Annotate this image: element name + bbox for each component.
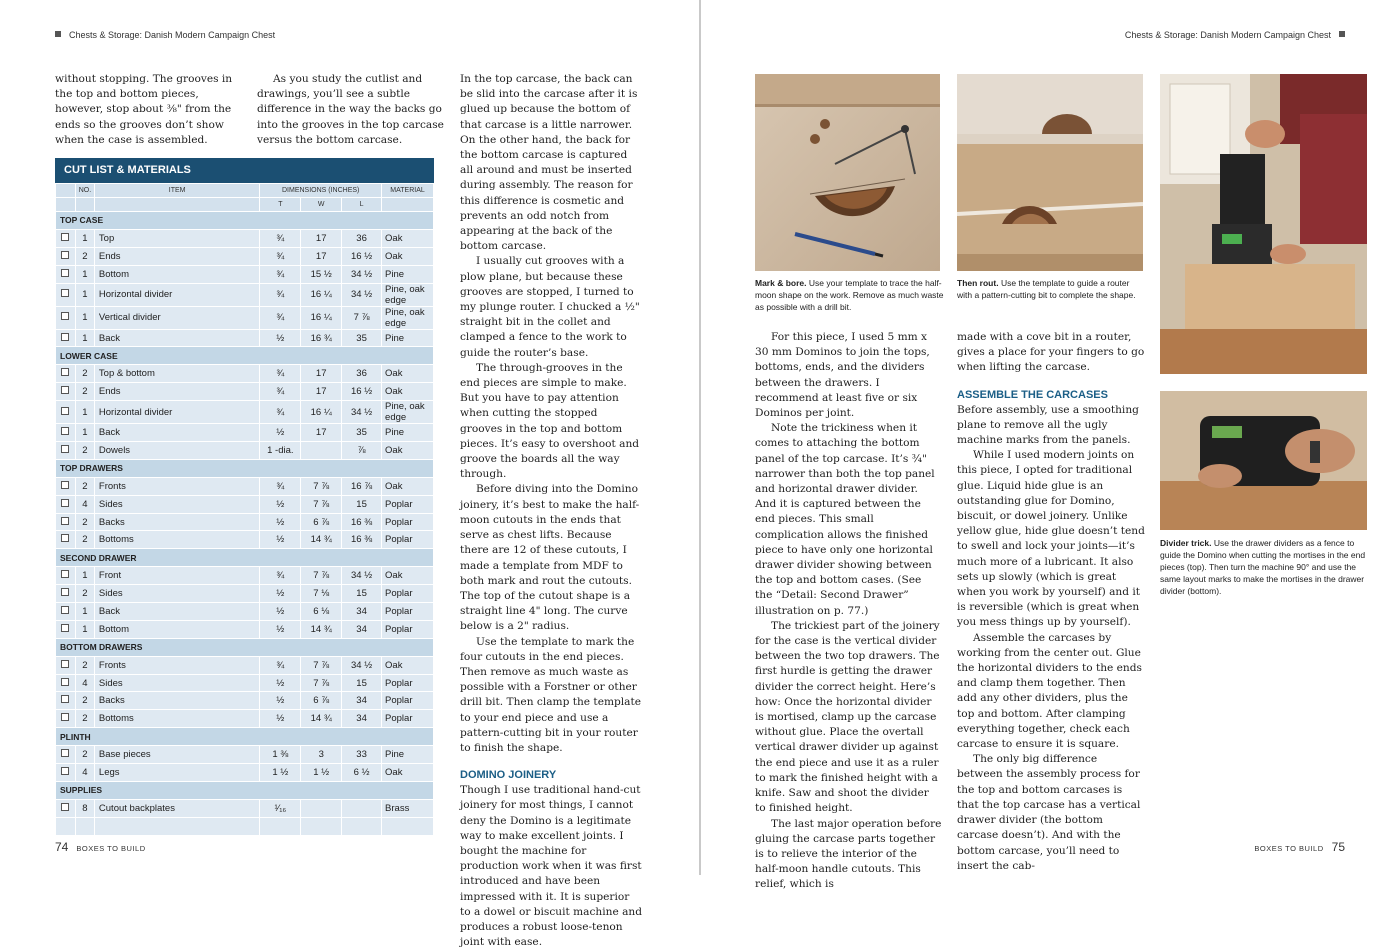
checkbox-icon xyxy=(61,251,69,259)
table-row xyxy=(56,799,434,817)
cell-l: 16 ⅜ xyxy=(342,531,382,549)
table-subheader-row xyxy=(56,198,434,212)
cell-material: Oak xyxy=(382,567,434,585)
checkbox-icon xyxy=(61,570,69,578)
cell-w: 7 ⅞ xyxy=(301,567,342,585)
cell-item: Dowels xyxy=(94,442,259,460)
cell-l: 34 ½ xyxy=(342,656,382,674)
cell-t: ¾ xyxy=(260,656,301,674)
cell-w: 7 ⅞ xyxy=(301,477,342,495)
cell-t: ½ xyxy=(260,424,301,442)
cell-l: 16 ½ xyxy=(342,383,382,401)
header-bullet-icon xyxy=(1339,31,1345,37)
left-column-3 xyxy=(460,72,642,950)
cell-t: ½ xyxy=(260,495,301,513)
cell-material: Oak xyxy=(382,229,434,247)
cell-material: Pine xyxy=(382,424,434,442)
checkbox-icon xyxy=(61,713,69,721)
cell-no: 2 xyxy=(75,692,94,710)
cell-no: 2 xyxy=(75,442,94,460)
cell-no: 1 xyxy=(75,283,94,306)
cell-t: ½ xyxy=(260,513,301,531)
left-column-2-top xyxy=(257,72,445,148)
checkbox-icon xyxy=(61,312,69,320)
table-section-row xyxy=(56,728,434,746)
cell-l: 34 xyxy=(342,620,382,638)
section-label: PLINTH xyxy=(56,728,434,746)
section-label: LOWER CASE xyxy=(56,347,434,365)
cell-material: Oak xyxy=(382,247,434,265)
cell-item: Fronts xyxy=(94,656,259,674)
folio-right xyxy=(1246,838,1345,856)
cell-w: 14 ¾ xyxy=(301,620,342,638)
cell-w: 14 ¾ xyxy=(301,710,342,728)
cell-no: 1 xyxy=(75,620,94,638)
cell-l: ⅞ xyxy=(342,442,382,460)
cell-w: 7 ⅞ xyxy=(301,656,342,674)
table-section-row xyxy=(56,347,434,365)
cell-no: 1 xyxy=(75,329,94,347)
table-row xyxy=(56,365,434,383)
cell-t: ½ xyxy=(260,585,301,603)
cell-w: 17 xyxy=(301,383,342,401)
table-row xyxy=(56,746,434,764)
cell-no: 2 xyxy=(75,531,94,549)
section-label: SECOND DRAWER xyxy=(56,549,434,567)
section-heading-domino-joinery: DOMINO JOINERY xyxy=(460,769,557,782)
checkbox-icon xyxy=(61,517,69,525)
table-section-row xyxy=(56,459,434,477)
cell-material: Poplar xyxy=(382,585,434,603)
paragraph: Though I use traditional hand-cut joinery for most things, I cannot deny the Domino is a legitimate way to make excellent joints. I bought the machine for production work when it was first introduced and have been impressed with it. It is superior to a dowel or biscuit machine and produces a robust loose-tenon joint with ease. xyxy=(460,784,643,949)
cell-t: ½ xyxy=(260,692,301,710)
cell-item: Bottoms xyxy=(94,710,259,728)
cell-item: Cutout backplates xyxy=(94,799,259,817)
right-page xyxy=(701,0,1400,891)
col-header-t: T xyxy=(260,198,301,212)
table-row xyxy=(56,674,434,692)
section-label: TOP CASE xyxy=(56,212,434,230)
cell-no: 4 xyxy=(75,495,94,513)
cell-material: Brass xyxy=(382,799,434,817)
col-header-item: ITEM xyxy=(94,184,259,198)
cell-item: Vertical divider xyxy=(94,306,259,329)
header-right-text: Chests & Storage: Danish Modern Campaign Chest xyxy=(1124,30,1331,40)
paragraph: without stopping. The grooves in the top and bottom pieces, however, stop about ⅜" from the ends so the grooves don’t show when the case is assembled. xyxy=(55,73,233,146)
table-row xyxy=(56,442,434,460)
cell-item: Base pieces xyxy=(94,746,259,764)
checkbox-icon xyxy=(61,606,69,614)
cell-material: Poplar xyxy=(382,495,434,513)
running-header-right xyxy=(1125,30,1345,40)
cell-no: 1 xyxy=(75,567,94,585)
cell-l: 33 xyxy=(342,746,382,764)
cell-no: 2 xyxy=(75,365,94,383)
cell-w xyxy=(301,799,342,817)
cell-l: 34 xyxy=(342,692,382,710)
table-row xyxy=(56,567,434,585)
table-header-row xyxy=(56,184,434,198)
checkbox-icon xyxy=(61,695,69,703)
running-header-left xyxy=(55,30,275,40)
paragraph: Before diving into the Domino joinery, it’s best to make the half-moon cutouts in the ends that serve as chest lifts. Because there are 12 of these cutouts, I made a template from MDF to both mark and rout the cutouts. The top of the cutout shape is a straight line 4" long. The curve below is a 2" radius. xyxy=(460,483,640,633)
photo-divider-trick-top-image xyxy=(1160,74,1367,374)
cell-l: 15 xyxy=(342,585,382,603)
cut-list-grid xyxy=(55,183,434,836)
cell-no: 1 xyxy=(75,229,94,247)
section-label: BOTTOM DRAWERS xyxy=(56,638,434,656)
cell-item: Horizontal divider xyxy=(94,401,259,424)
photo-divider-trick-top xyxy=(1160,74,1367,374)
cell-w: 7 ⅞ xyxy=(301,495,342,513)
cell-material: Oak xyxy=(382,383,434,401)
right-column-2 xyxy=(957,330,1145,874)
cell-t: ¾ xyxy=(260,306,301,329)
cell-no: 8 xyxy=(75,799,94,817)
cut-list-title: CUT LIST & MATERIALS xyxy=(55,158,434,183)
cell-no: 2 xyxy=(75,656,94,674)
col-header-w: W xyxy=(301,198,342,212)
paragraph: made with a cove bit in a router, gives a place for your fingers to go when lifting the carcase. xyxy=(957,331,1145,374)
cell-w: 16 ¾ xyxy=(301,329,342,347)
table-row xyxy=(56,531,434,549)
cell-item: Back xyxy=(94,424,259,442)
cell-no: 1 xyxy=(75,401,94,424)
cell-t: ¾ xyxy=(260,567,301,585)
section-label: SUPPLIES xyxy=(56,781,434,799)
photo-then-rout-image xyxy=(957,74,1143,271)
col-header-material: MATERIAL xyxy=(382,184,434,198)
cell-w: 17 xyxy=(301,365,342,383)
cell-no: 2 xyxy=(75,585,94,603)
cell-w: 1 ½ xyxy=(301,764,342,782)
cell-w: 3 xyxy=(301,746,342,764)
table-row xyxy=(56,764,434,782)
table-row xyxy=(56,603,434,621)
table-section-row xyxy=(56,212,434,230)
paragraph: Use the template to mark the four cutouts in the end pieces. Then remove as much waste as possible with a Forstner or other drill bit. Then clamp the template to your end piece and use a pattern-cutting bit in your router to finish the shape. xyxy=(460,635,642,754)
cell-no: 2 xyxy=(75,477,94,495)
cell-item: Bottom xyxy=(94,620,259,638)
cell-no: 1 xyxy=(75,424,94,442)
checkbox-icon xyxy=(61,233,69,241)
table-row xyxy=(56,306,434,329)
cell-item: Front xyxy=(94,567,259,585)
folio-left xyxy=(55,838,154,856)
cell-t: ½ xyxy=(260,603,301,621)
cell-no: 1 xyxy=(75,265,94,283)
photo-divider-trick-bottom xyxy=(1160,391,1367,530)
paragraph: While I used modern joints on this piece, I opted for traditional glue. Liquid hide glue is an outstanding glue for Domino, biscuit, or dowel joinery. Unlike yellow glue, hide glue doesn’t tend to swell and lock your joints—it’s much more of a lubricant. It also sets up slowly (which is great when you work by yourself) and it is reversible (which is great when you mess things up by yourself). xyxy=(957,449,1145,629)
cell-l: 6 ½ xyxy=(342,764,382,782)
cell-t: ¾ xyxy=(260,477,301,495)
table-row xyxy=(56,656,434,674)
cell-material: Poplar xyxy=(382,620,434,638)
col-header-dimensions: DIMENSIONS (INCHES) xyxy=(260,184,382,198)
cell-material: Poplar xyxy=(382,692,434,710)
paragraph: The last major operation before gluing the carcase parts together is to relieve the interior of the half-moon handle cutouts. This relief, which is xyxy=(755,817,942,891)
cell-t: ¾ xyxy=(260,283,301,306)
paragraph: Before assembly, use a smoothing plane to remove all the ugly machine marks from the panels. xyxy=(957,403,1139,447)
cell-l: 16 ½ xyxy=(342,247,382,265)
cell-w: 17 xyxy=(301,229,342,247)
checkbox-icon xyxy=(61,767,69,775)
caption-mark-and-bore xyxy=(755,277,944,313)
cell-w: 6 ⅞ xyxy=(301,513,342,531)
paragraph: I usually cut grooves with a plow plane, but because these grooves are stopped, I turned to my plunge router. I chucked a ½" straight bit in the collet and clamped a fence to the work to guide the router’s base. xyxy=(460,255,640,359)
cell-w xyxy=(301,442,342,460)
table-row xyxy=(56,495,434,513)
table-section-row xyxy=(56,549,434,567)
checkbox-icon xyxy=(61,534,69,542)
table-row xyxy=(56,585,434,603)
checkbox-icon xyxy=(61,660,69,668)
cell-material: Oak xyxy=(382,764,434,782)
cell-no: 1 xyxy=(75,603,94,621)
caption-text: Use the drawer dividers as a fence to guide the Domino when cutting the mortises in the end pieces (top). Then turn the machine 90° and use the same layout marks to make the mortises in the drawer divider (bottom). xyxy=(1160,538,1366,596)
section-heading-assemble-the-carcases: ASSEMBLE THE CARCASES xyxy=(957,388,1108,401)
cell-item: Back xyxy=(94,603,259,621)
checkbox-icon xyxy=(61,407,69,415)
cell-material: Pine, oak edge xyxy=(382,401,434,424)
cell-no: 4 xyxy=(75,674,94,692)
cell-item: Ends xyxy=(94,383,259,401)
paragraph: The through-grooves in the end pieces are simple to make. But you have to pay attention when cutting the stopped grooves in the top and bottom pieces. It’s easy to overshoot and groove the boards all the way through. xyxy=(460,361,640,481)
cell-item: Top xyxy=(94,229,259,247)
cell-l: 7 ⅞ xyxy=(342,306,382,329)
page-number-left: 74 xyxy=(55,840,69,854)
photo-mark-and-bore xyxy=(755,74,940,271)
cell-item: Ends xyxy=(94,247,259,265)
cell-l: 16 ⅜ xyxy=(342,513,382,531)
checkbox-icon xyxy=(61,624,69,632)
cell-material: Poplar xyxy=(382,710,434,728)
table-row xyxy=(56,513,434,531)
cell-t: ½ xyxy=(260,531,301,549)
paragraph: As you study the cutlist and drawings, you’ll see a subtle difference in the way the backs go into the grooves in the top carcase versus the bottom carcase. xyxy=(257,73,444,146)
table-section-row xyxy=(56,781,434,799)
caption-divider-trick xyxy=(1160,537,1367,597)
cell-t: ¾ xyxy=(260,229,301,247)
cell-w: 16 ¼ xyxy=(301,306,342,329)
checkbox-icon xyxy=(61,269,69,277)
cell-w: 17 xyxy=(301,424,342,442)
checkbox-icon xyxy=(61,803,69,811)
photo-divider-trick-bottom-image xyxy=(1160,391,1367,530)
page-number-right: 75 xyxy=(1331,840,1345,854)
table-row xyxy=(56,424,434,442)
table-row xyxy=(56,710,434,728)
cell-item: Top & bottom xyxy=(94,365,259,383)
cell-item: Horizontal divider xyxy=(94,283,259,306)
table-row xyxy=(56,283,434,306)
cell-l: 15 xyxy=(342,495,382,513)
caption-text: Use your template to trace the half-moon shape on the work. Remove as much waste as possible with a drill bit. xyxy=(755,278,944,312)
cell-item: Sides xyxy=(94,585,259,603)
cell-l xyxy=(342,799,382,817)
cell-w: 15 ½ xyxy=(301,265,342,283)
checkbox-icon xyxy=(61,386,69,394)
cell-t: ½ xyxy=(260,620,301,638)
caption-text: Use the template to guide a router with a pattern-cutting bit to complete the shape. xyxy=(957,278,1136,300)
cell-t: ¾ xyxy=(260,383,301,401)
cell-t: ¾ xyxy=(260,247,301,265)
cell-l: 35 xyxy=(342,329,382,347)
checkbox-icon xyxy=(61,427,69,435)
table-row xyxy=(56,247,434,265)
cell-w: 6 ⅛ xyxy=(301,603,342,621)
cell-t: ¹⁄₁₆ xyxy=(260,799,301,817)
cell-l: 34 xyxy=(342,603,382,621)
checkbox-icon xyxy=(61,481,69,489)
cell-material: Pine, oak edge xyxy=(382,306,434,329)
cell-t: ½ xyxy=(260,674,301,692)
cell-material: Poplar xyxy=(382,513,434,531)
checkbox-icon xyxy=(61,289,69,297)
cell-w: 16 ¼ xyxy=(301,283,342,306)
col-header-no: NO. xyxy=(75,184,94,198)
cell-w: 7 ⅛ xyxy=(301,585,342,603)
caption-lead: Mark & bore. xyxy=(755,278,807,288)
cell-item: Back xyxy=(94,329,259,347)
paragraph: The trickiest part of the joinery for the case is the vertical divider between the two top drawers. The first hurdle is getting the drawer divider the correct height. Here’s how: Once the horizontal divider is mortised, clamp up the carcase without glue. Place the overtall vertical drawer divider up against the end piece and use it as a ruler to mark the finished height with a knife. Saw and shoot the divider to finished height. xyxy=(755,619,940,815)
table-row xyxy=(56,329,434,347)
table-row xyxy=(56,383,434,401)
cell-item: Backs xyxy=(94,513,259,531)
cell-t: ¾ xyxy=(260,365,301,383)
table-section-row xyxy=(56,638,434,656)
right-column-1 xyxy=(755,330,942,893)
cell-no: 2 xyxy=(75,383,94,401)
cell-no: 2 xyxy=(75,746,94,764)
cell-l: 36 xyxy=(342,365,382,383)
table-row xyxy=(56,620,434,638)
folio-label-left: BOXES TO BUILD xyxy=(76,844,146,853)
cell-material: Oak xyxy=(382,442,434,460)
checkbox-icon xyxy=(61,678,69,686)
cell-w: 16 ¼ xyxy=(301,401,342,424)
cell-w: 17 xyxy=(301,247,342,265)
table-row xyxy=(56,265,434,283)
cell-item: Legs xyxy=(94,764,259,782)
cell-material: Poplar xyxy=(382,603,434,621)
cell-no: 2 xyxy=(75,247,94,265)
cell-t: ¾ xyxy=(260,265,301,283)
cell-l: 34 ½ xyxy=(342,265,382,283)
header-left-text: Chests & Storage: Danish Modern Campaign Chest xyxy=(69,30,276,40)
cell-material: Pine xyxy=(382,265,434,283)
cell-material: Pine xyxy=(382,329,434,347)
table-row-empty xyxy=(56,817,434,835)
cell-l: 34 ½ xyxy=(342,567,382,585)
cell-l: 34 ½ xyxy=(342,401,382,424)
table-row xyxy=(56,692,434,710)
table-row xyxy=(56,229,434,247)
photo-then-rout xyxy=(957,74,1143,271)
caption-then-rout xyxy=(957,277,1143,301)
table-row xyxy=(56,401,434,424)
paragraph: The only big difference between the assembly process for the top and bottom carcases is that the top carcase has a vertical drawer divider (the bottom carcase doesn’t). And with the bottom carcase, you’ll need to insert the cab- xyxy=(957,753,1141,872)
paragraph: Assemble the carcases by working from the center out. Glue the horizontal dividers to the ends and clamp them together. Then add any other dividers, plus the top and bottom. After clamping everything together, check each carcase to ensure it is square. xyxy=(957,631,1142,751)
cell-t: 1 -dia. xyxy=(260,442,301,460)
cell-item: Sides xyxy=(94,674,259,692)
left-column-1-top xyxy=(55,72,243,148)
cell-no: 2 xyxy=(75,513,94,531)
cell-t: 1 ½ xyxy=(260,764,301,782)
cell-item: Bottom xyxy=(94,265,259,283)
col-header-l: L xyxy=(342,198,382,212)
cell-item: Fronts xyxy=(94,477,259,495)
cell-no: 2 xyxy=(75,710,94,728)
cell-l: 36 xyxy=(342,229,382,247)
cell-item: Sides xyxy=(94,495,259,513)
left-page xyxy=(0,0,699,949)
header-bullet-icon xyxy=(55,31,61,37)
cell-w: 7 ⅞ xyxy=(301,674,342,692)
paragraph: For this piece, I used 5 mm x 30 mm Dominos to join the tops, bottoms, ends, and the dividers between the drawers. I recommend at least five or six Dominos per joint. xyxy=(755,331,930,420)
checkbox-icon xyxy=(61,749,69,757)
cell-l: 16 ⅞ xyxy=(342,477,382,495)
cell-material: Pine, oak edge xyxy=(382,283,434,306)
cell-item: Backs xyxy=(94,692,259,710)
caption-lead: Then rout. xyxy=(957,278,999,288)
cell-no: 4 xyxy=(75,764,94,782)
checkbox-icon xyxy=(61,588,69,596)
cell-material: Oak xyxy=(382,656,434,674)
cell-item: Bottoms xyxy=(94,531,259,549)
cell-t: ½ xyxy=(260,329,301,347)
caption-lead: Divider trick. xyxy=(1160,538,1212,548)
cell-l: 35 xyxy=(342,424,382,442)
cell-t: 1 ⅜ xyxy=(260,746,301,764)
cell-l: 34 ½ xyxy=(342,283,382,306)
cell-t: ½ xyxy=(260,710,301,728)
cell-material: Oak xyxy=(382,477,434,495)
cell-l: 15 xyxy=(342,674,382,692)
folio-label-right: BOXES TO BUILD xyxy=(1254,844,1324,853)
paragraph: In the top carcase, the back can be slid into the carcase after it is glued up because the bottom of that carcase is a little narrower. On the other hand, the back for the bottom carcase is captured all around and must be inserted during assembly. The reason for this difference is cosmetic and prevents an odd notch from appearing at the back of the bottom carcase. xyxy=(460,73,638,253)
photo-mark-and-bore-image xyxy=(755,74,940,271)
cell-w: 6 ⅞ xyxy=(301,692,342,710)
cell-material: Poplar xyxy=(382,531,434,549)
cell-w: 14 ¾ xyxy=(301,531,342,549)
paragraph: Note the trickiness when it comes to attaching the bottom panel of the top carcase. It’s ¾" narrower than both the top panel and horizontal drawer divider. And it is captured between the end pieces. This small complication allows the finished piece to have only one horizontal drawer divider showing between the top and bottom cases. (See the “Detail: Second Drawer” illustration on p. 77.) xyxy=(755,422,935,617)
cell-t: ¾ xyxy=(260,401,301,424)
cell-l: 34 xyxy=(342,710,382,728)
checkbox-icon xyxy=(61,368,69,376)
table-row xyxy=(56,477,434,495)
checkbox-icon xyxy=(61,499,69,507)
cell-no: 1 xyxy=(75,306,94,329)
cell-material: Pine xyxy=(382,746,434,764)
cell-material: Oak xyxy=(382,365,434,383)
cell-material: Poplar xyxy=(382,674,434,692)
checkbox-icon xyxy=(61,445,69,453)
cut-list-table xyxy=(55,158,434,836)
section-label: TOP DRAWERS xyxy=(56,459,434,477)
checkbox-icon xyxy=(61,333,69,341)
